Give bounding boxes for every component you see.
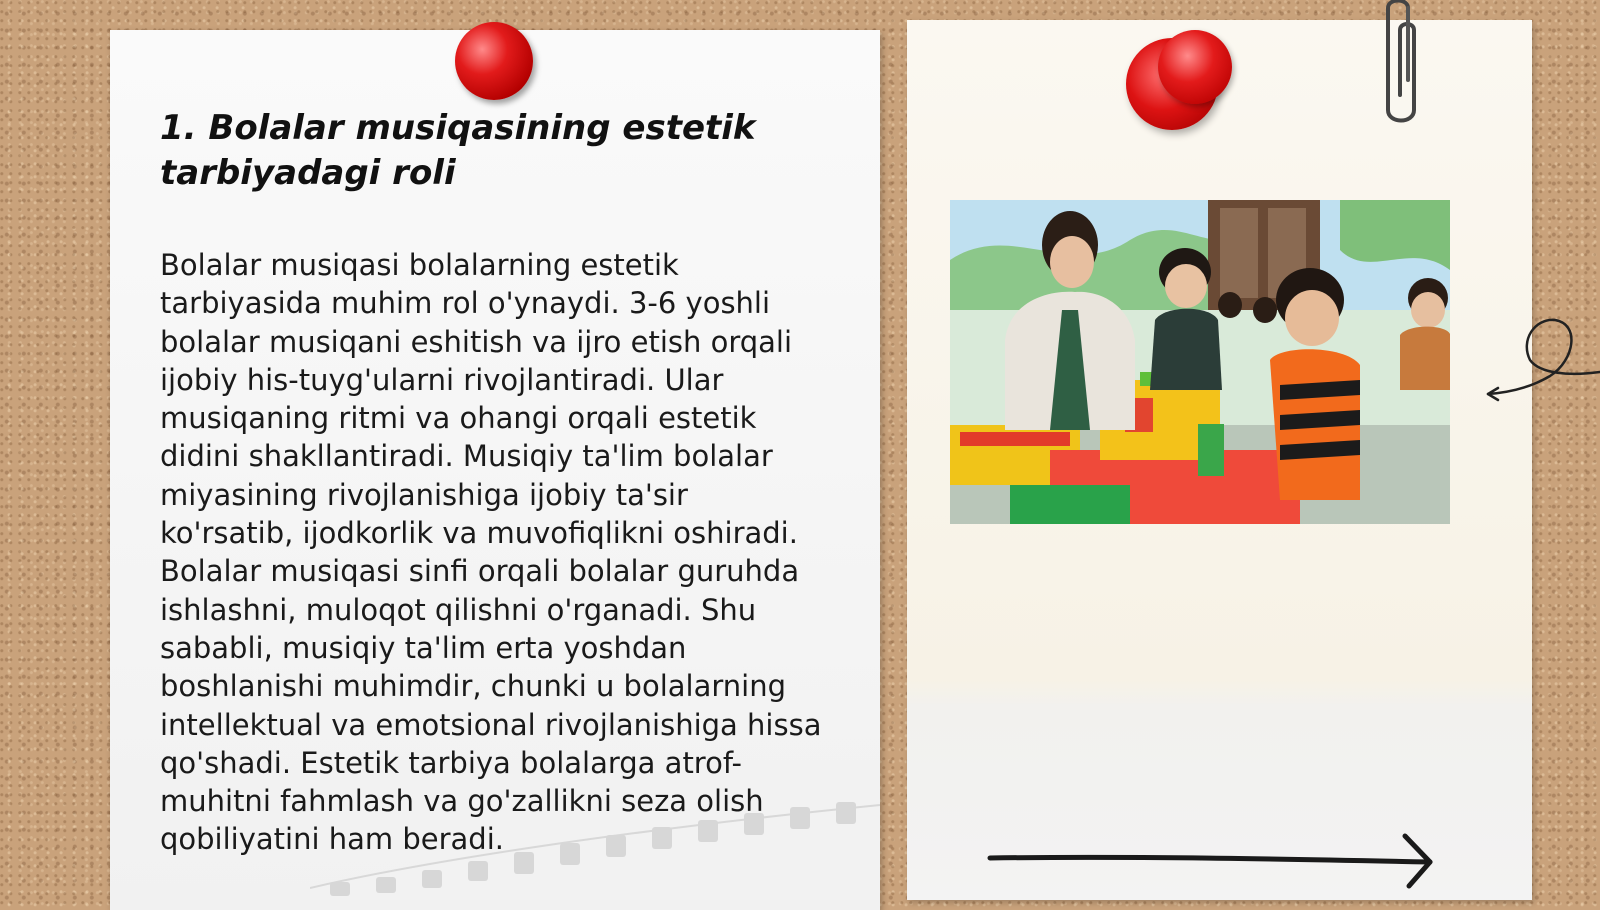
body-line: tarbiyasida muhim rol o'ynaydi. 3-6 yoshli [160, 286, 771, 321]
body-line: Bolalar musiqasi bolalarning estetik [160, 248, 679, 282]
push-pin-icon [1158, 30, 1232, 104]
classroom-photo [950, 200, 1450, 524]
body-line: miyasining rivojlanishiga ijobiy ta'sir [160, 477, 688, 512]
body-line: qobiliyatini ham beradi. [160, 822, 504, 857]
slide-title-line-2: tarbiyadagi roli [160, 153, 456, 193]
right-arrow-icon [985, 830, 1445, 890]
body-line: bolalar musiqani eshitish va ijro etish orqali [160, 324, 793, 359]
body-line: boshlanishi muhimdir, chunki u bolalarning [160, 669, 787, 704]
body-line: musiqaning ritmi va ohangi orqali estetik [160, 401, 757, 436]
paperclip-icon [1378, 0, 1428, 130]
loop-arrow-icon [1480, 310, 1600, 410]
body-line: didini shakllantiradi. Musiqiy ta'lim bolalar [160, 439, 773, 474]
body-line: ko'rsatib, ijodkorlik va muvofiqlikni oshiradi. [160, 516, 798, 551]
body-line: sababli, musiqiy ta'lim erta yoshdan [160, 630, 687, 665]
body-line: qo'shadi. Estetik tarbiya bolalarga atrof- [160, 745, 742, 780]
body-line: intellektual va emotsional rivojlanishiga hissa [160, 707, 822, 742]
body-line: ishlashni, muloqot qilishni o'rganadi. Shu [160, 592, 757, 627]
body-line: ijobiy his-tuyg'ularni rivojlantiradi. Ular [160, 362, 724, 397]
body-paragraph [160, 246, 850, 859]
slide-title-line-1: 1. Bolalar musiqasining estetik [160, 108, 756, 148]
push-pin-icon [455, 22, 533, 100]
slide-title [160, 106, 860, 196]
body-line: muhitni fahmlash va go'zallikni seza olish [160, 784, 764, 819]
body-line: Bolalar musiqasi sinfi orqali bolalar guruhda [160, 554, 800, 589]
